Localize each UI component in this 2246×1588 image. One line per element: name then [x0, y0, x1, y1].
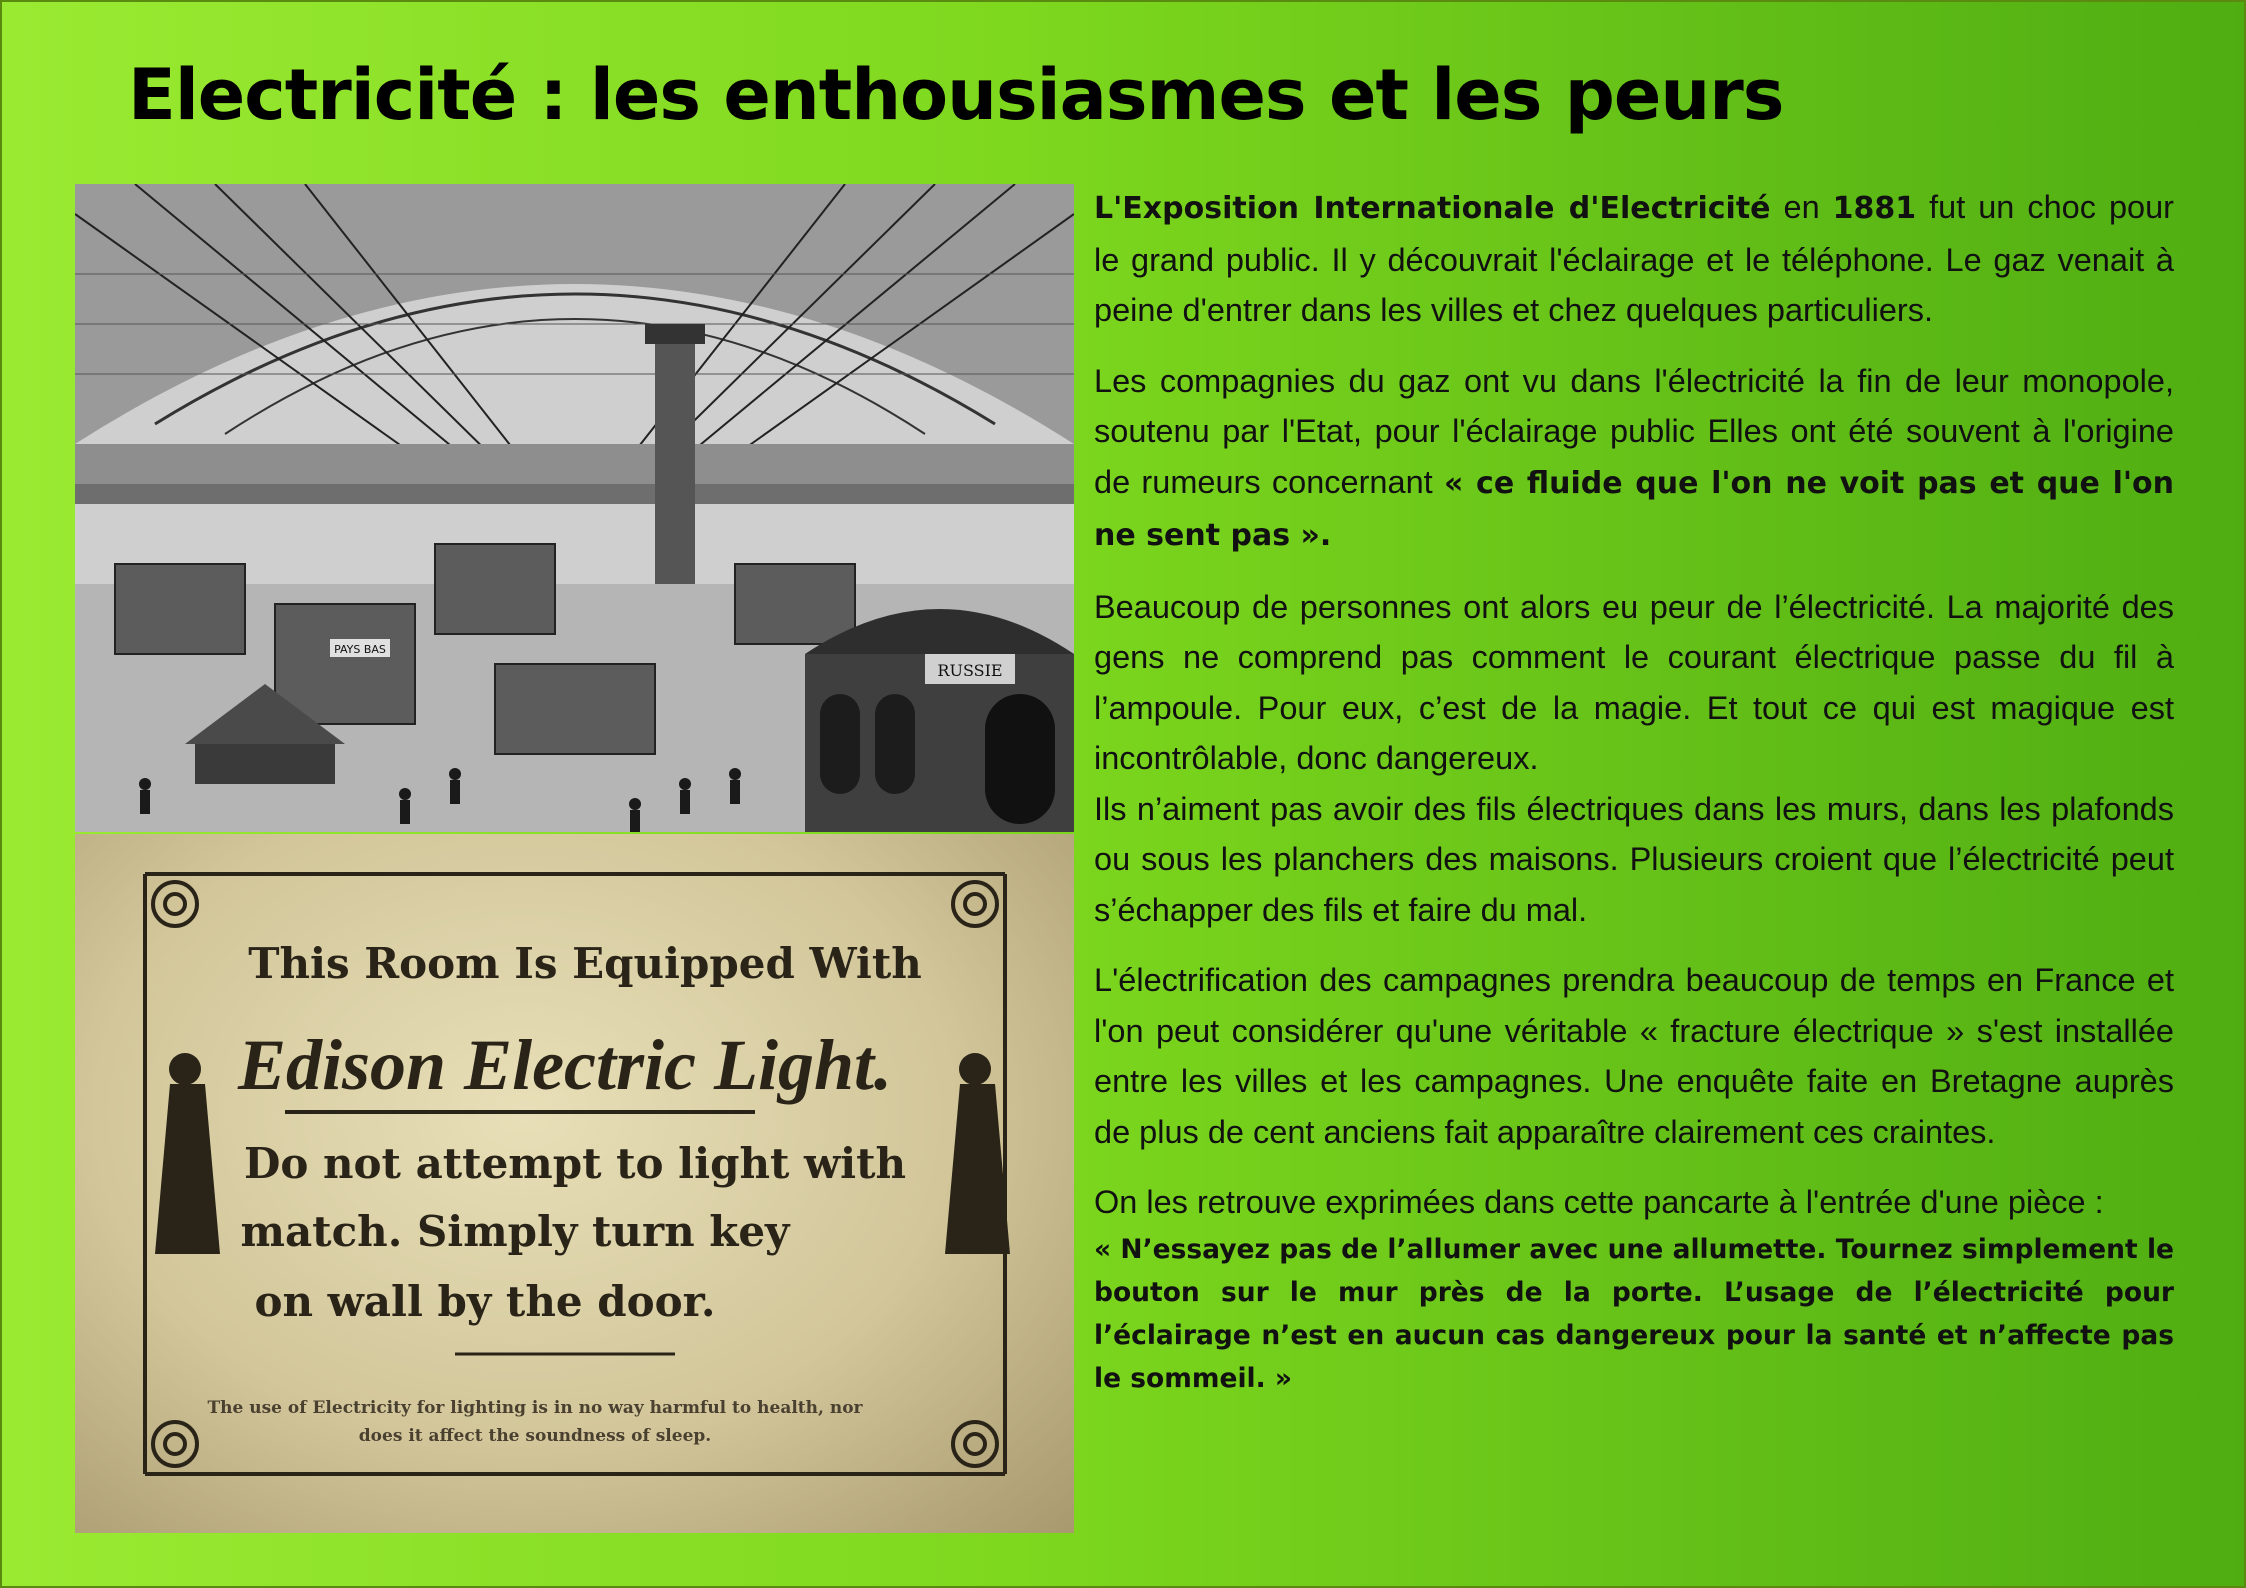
- edison-sign-photo: [75, 834, 1074, 1533]
- exhibition-hall-illustration: [75, 184, 1074, 832]
- page-title: Electricité : les enthousiasmes et les peurs: [128, 54, 1784, 136]
- paragraph-3a: Beaucoup de personnes ont alors eu peur de l’électricité. La majorité des gens ne comprend pas comment le courant électrique passe du fil à l’ampoule. Pour eux, c’est de la magie. Et tout ce qui est magique est incontrôlable, donc dangereux.: [1094, 588, 2174, 776]
- p1-rest: fut un choc pour le grand public. Il y découvrait l'éclairage et le téléphone. Le gaz venait à peine d'entrer dans les villes et chez quelques particuliers.: [1094, 189, 2174, 328]
- exposition-engraving: [75, 184, 1074, 832]
- sign-line-2: Edison Electric Light.: [237, 1025, 893, 1105]
- sign-line-1: This Room Is Equipped With: [248, 939, 922, 988]
- pays-bas-sign: PAYS BAS: [334, 643, 386, 656]
- paragraph-4: L'électrification des campagnes prendra beaucoup de temps en France et l'on peut considérer qu'une véritable « fracture électrique » s'est installée entre les villes et les campagnes. Une enquête faite en Bretagne auprès de plus de cent anciens fait apparaître clairement ces craintes.: [1094, 962, 2174, 1150]
- paragraph-3b: Ils n’aiment pas avoir des fils électriques dans les murs, dans les plafonds ou sous les planchers des maisons. Plusieurs croient que l’électricité peut s’échapper des fils et faire du mal.: [1094, 790, 2174, 928]
- sign-line-4: match. Simply turn key: [240, 1207, 790, 1256]
- p2-text: Les compagnies du gaz ont vu dans l'électricité la fin de leur monopole, soutenu par l'Etat, pour l'éclairage public Elles ont été souvent à l'origine de rumeurs concernant: [1094, 362, 2174, 500]
- p1-connector: en: [1770, 189, 1833, 225]
- russie-sign: RUSSIE: [937, 661, 1003, 680]
- year: 1881: [1832, 191, 1917, 226]
- sign-underline: [285, 1110, 755, 1114]
- p2-quote: « ce fluide que l'on ne voit pas et que l'on ne sent pas ».: [1094, 465, 2175, 553]
- paragraph-1: [1094, 182, 2174, 336]
- paragraph-5: On les retrouve exprimées dans cette pancarte à l'entrée d'une pièce :: [1094, 1184, 2104, 1220]
- exposition-name: L'Exposition Internationale d'Electricité: [1094, 191, 1771, 226]
- sign-line-5: on wall by the door.: [254, 1277, 716, 1326]
- paragraph-2: [1094, 356, 2174, 562]
- sign-line-6: The use of Electricity for lighting is in no way harmful to health, nor does it affect the soundness of sleep.: [207, 1398, 863, 1446]
- sign-translation-quote: « N’essayez pas de l’allumer avec une allumette. Tournez simplement le bouton sur le mur près de la porte. L’usage de l’électricité pour l’éclairage n’est en aucun cas dangereux pour la santé et n’affecte pas le sommeil. »: [1094, 1233, 2174, 1394]
- sign-line-3: Do not attempt to light with: [243, 1139, 907, 1188]
- article-text: [1094, 182, 2174, 1420]
